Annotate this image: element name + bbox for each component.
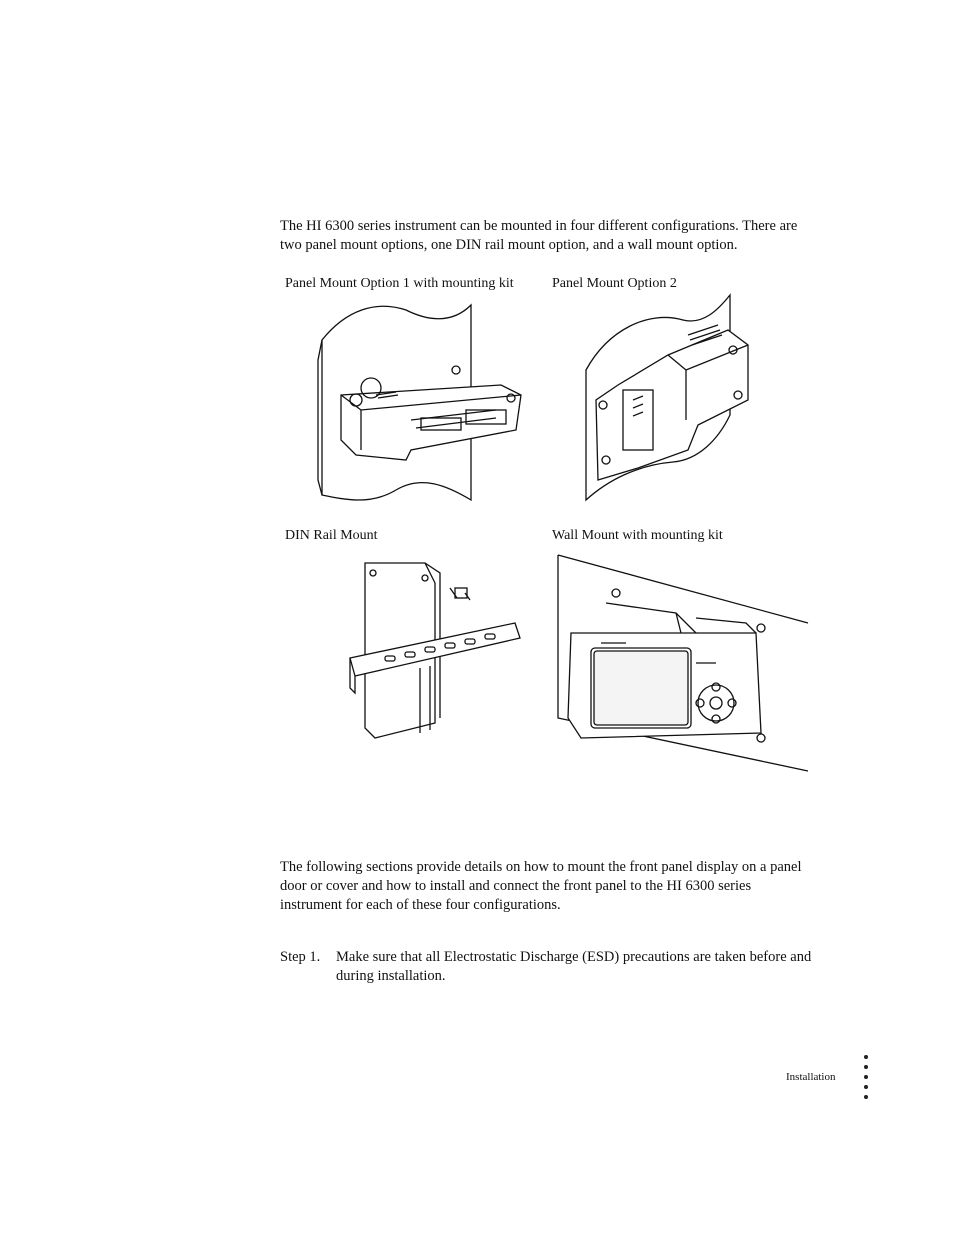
caption-wall-mount: Wall Mount with mounting kit <box>552 528 723 543</box>
details-paragraph: The following sections provide details on how to mount the front panel display on a panel door or cover and how to install and connect the front panel to the HI 6300 series instrument for each of these four configurations. <box>280 859 802 913</box>
step-text: Make sure that all Electrostatic Discharge (ESD) precautions are taken before and during installation. <box>336 949 812 984</box>
step-number: Step 1. <box>280 949 321 965</box>
din-rail-mount-illustration <box>345 558 525 743</box>
panel-mount-option-1-illustration <box>316 300 536 505</box>
footer-section-label: Installation <box>786 1071 836 1083</box>
caption-din-rail-mount: DIN Rail Mount <box>285 528 378 543</box>
panel-mount-option-2-illustration <box>578 290 763 505</box>
footer-dot-ornament <box>864 1055 872 1105</box>
caption-panel-mount-option-2: Panel Mount Option 2 <box>552 276 677 291</box>
wall-mount-illustration <box>556 553 811 773</box>
caption-panel-mount-option-1: Panel Mount Option 1 with mounting kit <box>285 276 514 291</box>
intro-paragraph: The HI 6300 series instrument can be mounted in four different configurations. There are two panel mount options, one DIN rail mount option, and a wall mount option. <box>280 218 798 253</box>
